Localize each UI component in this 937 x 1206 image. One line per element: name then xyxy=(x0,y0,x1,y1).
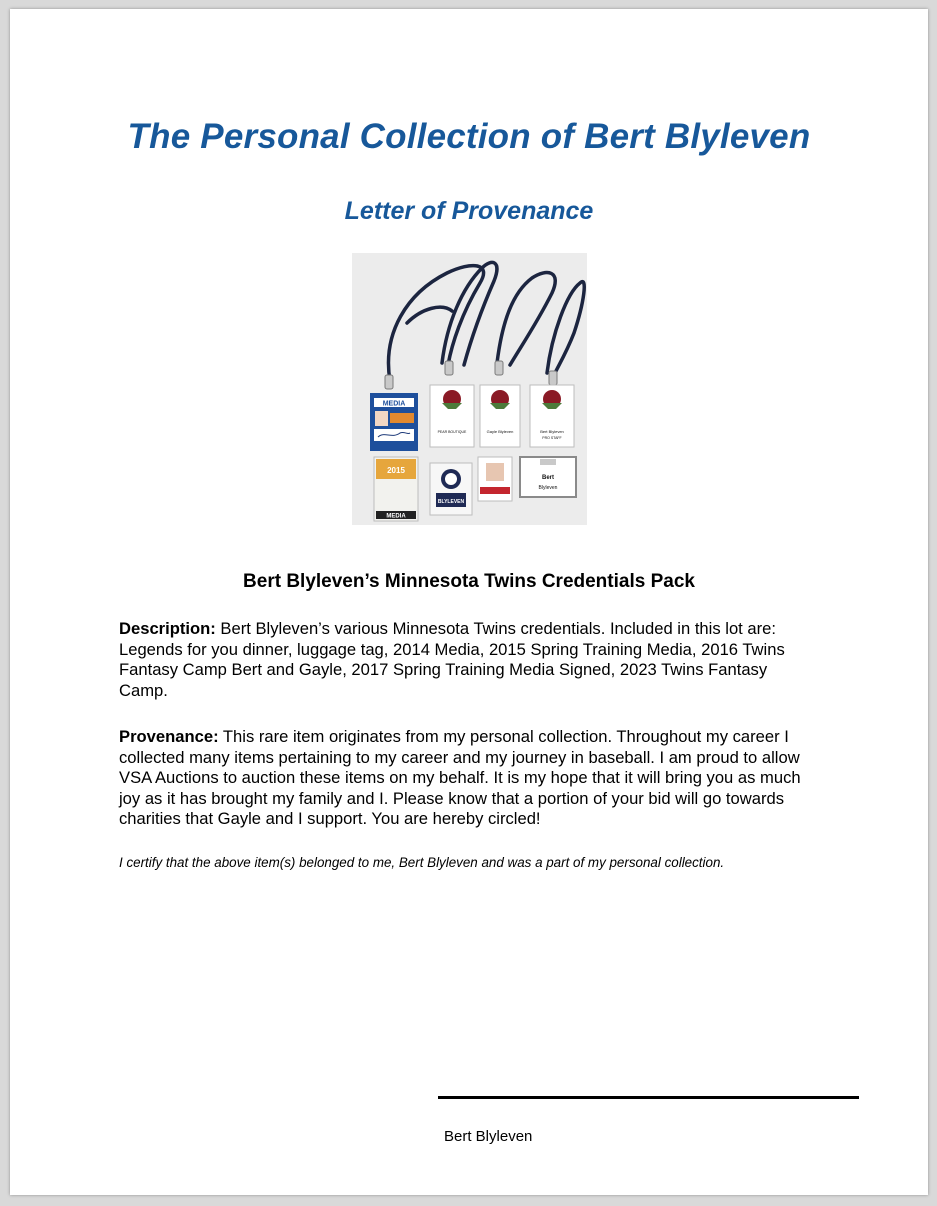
signature-line xyxy=(438,1096,859,1099)
document-subtitle: Letter of Provenance xyxy=(344,197,594,225)
svg-text:Gayle Blyleven: Gayle Blyleven xyxy=(486,429,514,434)
credentials-photo xyxy=(352,253,587,525)
provenance-text: This rare item originates from my personal collection. Throughout my career I collected many items pertaining to my career and my journey in baseball. I am proud to allow VSA Auctions to auction these items on my behalf. It is my hope that it will bring you as much joy as it has brought my family and I. Please know that a portion of your bid will go towards charities that Gayle and I support. You are hereby circled! xyxy=(119,727,801,828)
media-badge-red xyxy=(478,457,512,501)
provenance-label: Provenance: xyxy=(119,727,219,746)
spring-training-badge-2015 xyxy=(374,457,418,521)
description-label: Description: xyxy=(119,619,216,638)
svg-text:Bert: Bert xyxy=(541,475,555,481)
signature-name: Bert Blyleven xyxy=(444,1128,533,1145)
svg-text:Blyleven: Blyleven xyxy=(538,485,558,491)
fantasy-camp-badge-1 xyxy=(430,385,474,447)
certification-statement: I certify that the above item(s) belonged to me, Bert Blyleven and was a part of my personal collection. xyxy=(119,855,725,870)
svg-text:2015: 2015 xyxy=(387,466,405,475)
fantasy-camp-badge-2 xyxy=(480,385,520,447)
item-title: Bert Blyleven’s Minnesota Twins Credentials Pack xyxy=(243,571,695,592)
svg-text:Bert Blyleven: Bert Blyleven xyxy=(540,429,564,434)
fantasy-camp-badge-3 xyxy=(530,385,574,447)
svg-text:BLYLEVEN: BLYLEVEN xyxy=(437,499,465,505)
twins-luggage-tag xyxy=(430,463,472,515)
credentials-photo-drawing xyxy=(352,253,587,525)
provenance-paragraph xyxy=(119,727,819,830)
svg-text:MEDIA: MEDIA xyxy=(382,400,406,408)
document-title: The Personal Collection of Bert Blyleven xyxy=(127,117,811,156)
description-paragraph xyxy=(119,619,819,701)
description-text: Bert Blyleven’s various Minnesota Twins credentials. Included in this lot are: Legends for you dinner, luggage tag, 2014 Media, 2015 Spring Training Media, 2016 Twins Fantasy Camp Bert and Gayle, 2017 Spring Training Media Signed, 2023 Twins Fantasy Camp. xyxy=(119,619,785,700)
media-badge-2014 xyxy=(370,393,418,451)
svg-text:PRO STAFF: PRO STAFF xyxy=(542,436,562,440)
svg-text:PEAR BOUTIQUE: PEAR BOUTIQUE xyxy=(437,430,467,434)
legends-name-tag xyxy=(520,457,576,497)
document-page xyxy=(10,9,928,1195)
svg-text:MEDIA: MEDIA xyxy=(386,513,406,520)
